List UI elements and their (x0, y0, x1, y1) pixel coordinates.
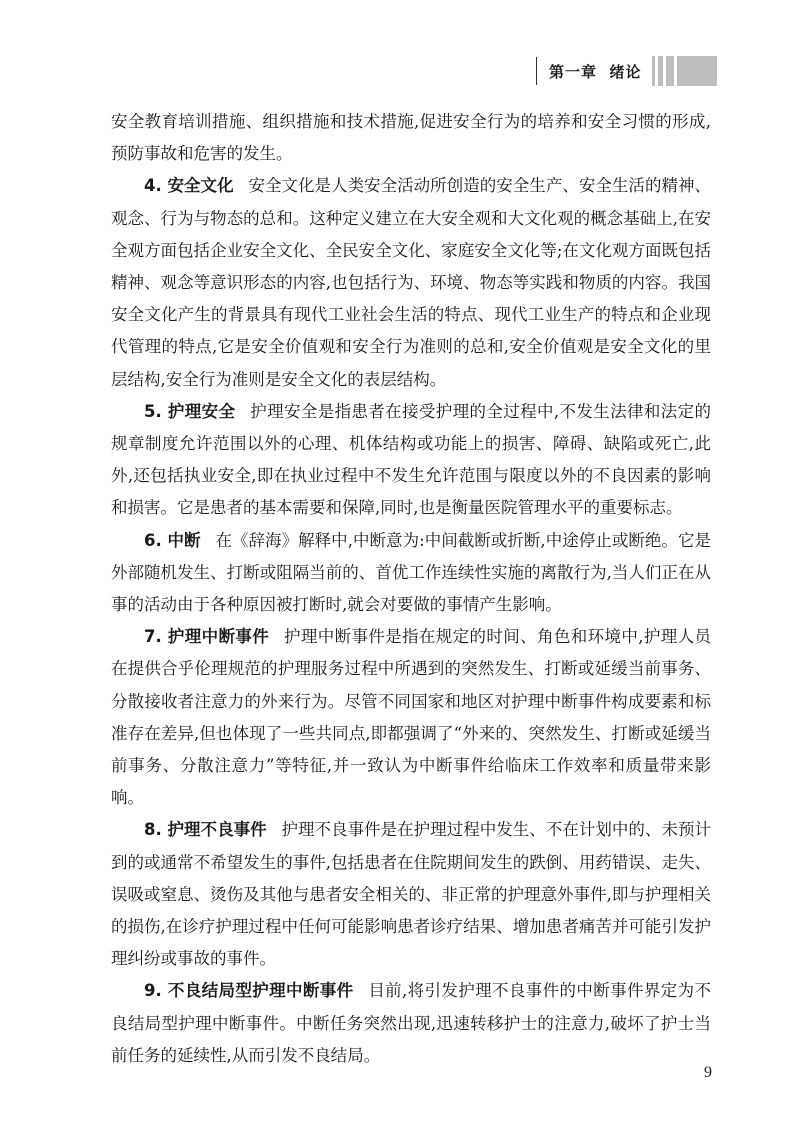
term-heading: 4. 安全文化 (144, 176, 234, 196)
term-heading: 6. 中断 (144, 530, 201, 550)
paragraph-nursing-interruption-event (111, 621, 711, 814)
paragraph-text: 安全文化是人类安全活动所创造的安全生产、安全生活的精神、观念、行为与物态的总和。这种定义建立在大安全观和大文化观的概念基础上,在安全观方面包括企业安全文化、全民安全文化、家庭安全文化等;在文化观方面既包括精神、观念等意识形态的内容,也包括行为、环境、物态等实践和物质的内容。我国安全文化产生的背景具有现代工业社会生活的特点、现代工业生产的特点和企业现代管理的特点,它是安全价值观和安全行为准则的总和,安全价值观是安全文化的里层结构,安全行为准则是安全文化的表层结构。 (111, 176, 712, 389)
term-heading: 5. 护理安全 (144, 401, 236, 421)
header-decor-bar (658, 56, 663, 86)
header-decor-bar (652, 56, 655, 86)
term-heading: 9. 不良结局型护理中断事件 (144, 981, 354, 1001)
paragraph-text: 护理不良事件是在护理过程中发生、不在计划中的、未预计到的或通常不希望发生的事件,包括患者在住院期间发生的跌倒、用药错误、走失、误吸或窒息、烫伤及其他与患者安全相关的、非正常的护理意外事件,即与护理相关的损伤,在诊疗护理过程中任何可能影响患者诊疗结果、增加患者痛苦并可能引发护理纠纷或事故的事件。 (111, 820, 711, 969)
paragraph-text: 护理中断事件是指在规定的时间、角色和环境中,护理人员在提供合乎伦理规范的护理服务过程中所遇到的突然发生、打断或延缓当前事务、分散接收者注意力的外来行为。尽管不同国家和地区对护理中断事件构成要素和标准存在差异,但也体现了一些共同点,即都强调了“外来的、突然发生、打断或延缓当前事务、分散注意力”等特征,并一致认为中断事件给临床工作效率和质量带来影响。 (111, 627, 711, 808)
paragraph-continuation (111, 106, 711, 170)
paragraph-adverse-nursing-event (111, 814, 711, 975)
term-heading: 8. 护理不良事件 (144, 820, 267, 840)
body-text (111, 106, 711, 1072)
chapter-title: 第一章 绪论 (549, 62, 642, 81)
header-divider (536, 57, 537, 85)
page-number: 9 (704, 1064, 712, 1081)
term-heading: 7. 护理中断事件 (144, 627, 270, 647)
running-header (536, 56, 717, 86)
paragraph-interruption (111, 525, 711, 622)
paragraph-text: 在《辞海》解释中,中断意为:中间截断或折断,中途停止或断绝。它是外部随机发生、打断或阻隔当前的、首优工作连续性实施的离散行为,当人们正在从事的活动由于各种原因被打断时,就会对要做的事情产生影响。 (111, 530, 711, 615)
paragraph-text: 护理安全是指患者在接受护理的全过程中,不发生法律和法定的规章制度允许范围以外的心理、机体结构或功能上的损害、障碍、缺陷或死亡,此外,还包括执业安全,即在执业过程中不发生允许范围与限度以外的不良因素的影响和损害。它是患者的基本需要和保障,同时,也是衡量医院管理水平的重要标志。 (111, 401, 711, 518)
paragraph-text: 安全教育培训措施、组织措施和技术措施,促进安全行为的培养和安全习惯的形成,预防事故和危害的发生。 (111, 112, 711, 164)
header-decor-bar (677, 56, 717, 86)
paragraph-adverse-outcome-interruption (111, 975, 711, 1072)
header-decor-bar (666, 56, 674, 86)
paragraph-text: 目前,将引发护理不良事件的中断事件界定为不良结局型护理中断事件。中断任务突然出现,迅速转移护士的注意力,破坏了护士当前任务的延续性,从而引发不良结局。 (111, 981, 711, 1065)
paragraph-safety-culture (111, 170, 711, 395)
paragraph-nursing-safety (111, 396, 711, 525)
